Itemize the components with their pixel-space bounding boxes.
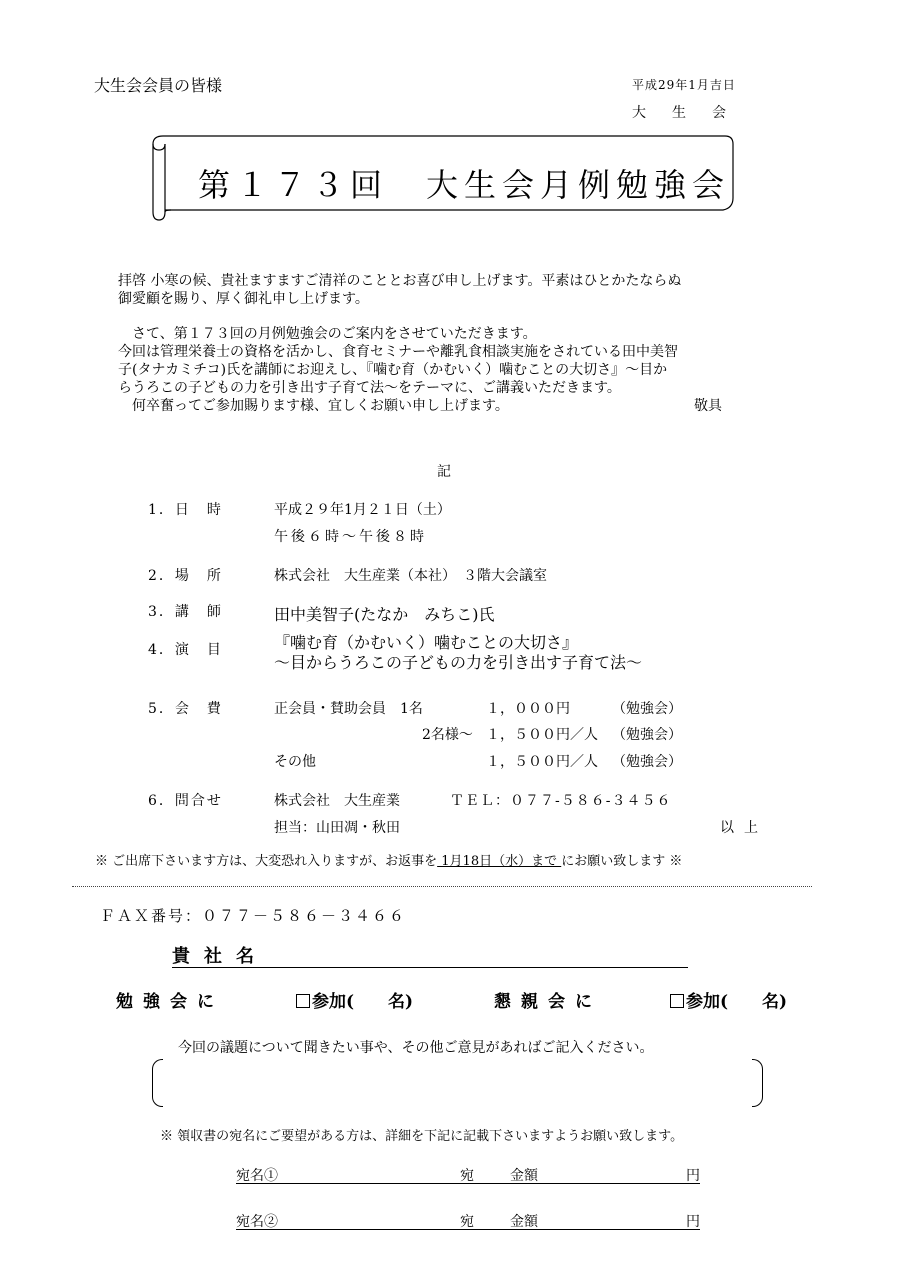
greeting-line-2: 御愛顧を賜り、厚く御礼申し上げます。 bbox=[118, 291, 369, 307]
place-value: 株式会社 大生産業（本社） ３階大会議室 bbox=[274, 568, 547, 584]
document-title: 第１７３回 大生会月例勉強会 bbox=[198, 166, 731, 204]
topic-subtitle: ～目からうろこの子どもの力を引き出す子育て法～ bbox=[274, 653, 643, 672]
fee-row2-amount: １，５００円／人 bbox=[486, 727, 598, 743]
receipt1-to: 宛 bbox=[460, 1168, 474, 1184]
receipt2-amount-label: 金額 bbox=[510, 1214, 538, 1230]
comment-label: 今回の議題について聞きたい事や、その他ご意見があればご記入ください。 bbox=[178, 1040, 654, 1056]
fee-label: 5．会 費 bbox=[148, 701, 223, 717]
receipt1-name-label: 宛名① bbox=[236, 1168, 278, 1184]
issue-date: 平成29年1月吉日 bbox=[632, 78, 736, 92]
lecturer-value: 田中美智子(たなか みちこ)氏 bbox=[274, 605, 495, 624]
receipt2-name-label: 宛名② bbox=[236, 1214, 278, 1230]
receipt2-to: 宛 bbox=[460, 1214, 474, 1230]
study-attend-checkbox[interactable]: 参加( 名) bbox=[296, 987, 413, 1012]
greeting-line-1: 拝啓 小寒の候、貴社ますますご清祥のこととお喜び申し上げます。平素はひとかたならぬ bbox=[118, 273, 682, 289]
contact-label: 6．問合せ bbox=[148, 793, 223, 809]
date-label: 1．日 時 bbox=[148, 502, 223, 518]
fee-row3-who: その他 bbox=[274, 754, 316, 770]
organizer: 大生会 bbox=[632, 105, 752, 121]
topic-label: 4．演 目 bbox=[148, 642, 223, 658]
body-line-1: さて、第１７３回の月例勉強会のご案内をさせていただきます。 bbox=[118, 326, 537, 342]
company-name-field[interactable] bbox=[172, 967, 688, 968]
closing-keigu: 敬具 bbox=[694, 398, 722, 414]
receipt1-yen: 円 bbox=[686, 1168, 700, 1184]
reply-note-prefix: ※ ご出席下さいます方は、大変恐れ入りますが、お返事を bbox=[95, 854, 438, 869]
reply-deadline-note bbox=[95, 850, 682, 869]
comment-bracket-right bbox=[752, 1059, 763, 1107]
study-attend-label: 勉強会に bbox=[116, 992, 224, 1012]
company-name-label: 貴社名 bbox=[172, 946, 268, 967]
receipt2-field[interactable] bbox=[236, 1229, 700, 1230]
body-line-4: らうろこの子どもの力を引き出す子育て法～をテーマに、ご講義いただきます。 bbox=[118, 380, 621, 396]
receipt-note: ※ 領収書の宛名にご要望がある方は、詳細を下記に記載下さいますようお願い致します。 bbox=[160, 1129, 684, 1144]
lecturer-label: 3．講 師 bbox=[148, 604, 223, 620]
time-value: 午後６時～午後８時 bbox=[274, 529, 427, 545]
contact-company: 株式会社 大生産業 bbox=[274, 793, 400, 809]
cut-line bbox=[72, 886, 812, 887]
body-line-3: 子(タナカミチコ)氏を講師にお迎えし、『噛む育（かむいく）噛むことの大切さ』～目か bbox=[118, 362, 668, 378]
fee-row3-amount: １，５００円／人 bbox=[486, 754, 598, 770]
checkbox-icon[interactable] bbox=[296, 994, 310, 1008]
fax-number: ＦＡＸ番号：０７７－５８６－３４６６ bbox=[100, 907, 407, 925]
contact-person: 担当：山田凋・秋田 bbox=[274, 820, 400, 836]
fee-row1-note: （勉強会） bbox=[612, 701, 682, 717]
fee-row3-note: （勉強会） bbox=[612, 754, 682, 770]
reply-deadline: 1月18日（水）まで bbox=[437, 854, 562, 869]
contact-tel: ＴＥＬ：０７７-５８６-３４５６ bbox=[450, 793, 672, 809]
topic-title: 『噛む育（かむいく）噛むことの大切さ』 bbox=[274, 633, 579, 652]
receipt1-field[interactable] bbox=[236, 1183, 700, 1184]
comment-bracket-left bbox=[152, 1059, 163, 1107]
party-attend-label: 懇親会に bbox=[494, 992, 602, 1012]
reply-note-suffix: にお願い致します ※ bbox=[561, 854, 683, 869]
fee-row2-note: （勉強会） bbox=[612, 727, 682, 743]
place-label: 2．場 所 bbox=[148, 568, 223, 584]
ki-mark: 記 bbox=[437, 464, 451, 480]
checkbox-icon[interactable] bbox=[670, 994, 684, 1008]
date-value: 平成２９年1月２１日（土） bbox=[274, 502, 451, 518]
receipt2-yen: 円 bbox=[686, 1214, 700, 1230]
fee-row1-amount: １，０００円 bbox=[486, 701, 570, 717]
body-line-2: 今回は管理栄養士の資格を活かし、食育セミナーや離乳食相談実施をされている田中美智 bbox=[118, 344, 678, 360]
addressee: 大生会会員の皆様 bbox=[94, 76, 223, 95]
end-mark: 以上 bbox=[720, 820, 768, 836]
party-attend-checkbox[interactable]: 参加( 名) bbox=[670, 987, 787, 1012]
body-line-5: 何卒奮ってご参加賜ります様、宜しくお願い申し上げます。 bbox=[118, 398, 509, 414]
receipt1-amount-label: 金額 bbox=[510, 1168, 538, 1184]
fee-row1-who: 正会員・賛助会員 1名 bbox=[274, 701, 423, 717]
fee-row2-who: 2名様～ bbox=[422, 727, 473, 743]
